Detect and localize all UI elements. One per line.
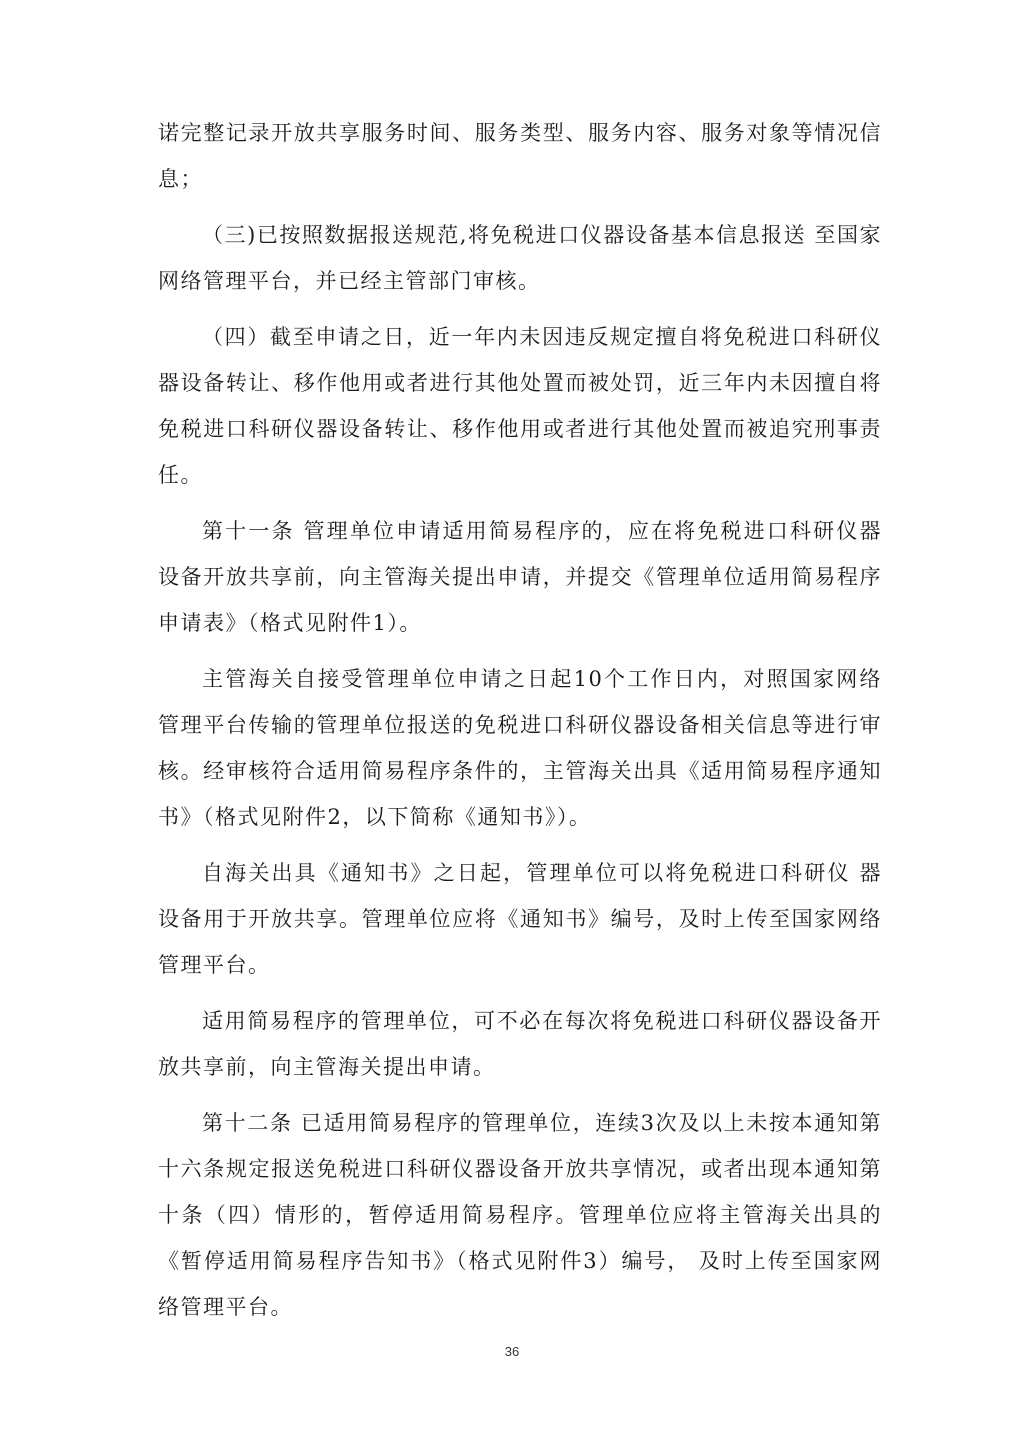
paragraph-1: 诺完整记录开放共享服务时间、服务类型、服务内容、服务对象等情况信息； xyxy=(158,121,882,191)
paragraph-6: 自海关出具《通知书》之日起，管理单位可以将免税进口科研仪 器设备用于开放共享。管理单位应将《通知书》编号，及时上传至国家网络管理平台。 xyxy=(158,861,882,977)
paragraph-2: （三)已按照数据报送规范,将免税进口仪器设备基本信息报送 至国家网络管理平台，并已经主管部门审核。 xyxy=(158,223,882,293)
paragraph-4: 第十一条 管理单位申请适用简易程序的，应在将免税进口科研仪器设备开放共享前，向主管海关提出申请，并提交《管理单位适用简易程序申请表》（格式见附件1）。 xyxy=(158,519,882,635)
document-body xyxy=(158,110,882,1340)
paragraph-7: 适用简易程序的管理单位，可不必在每次将免税进口科研仪器设备开放共享前，向主管海关提出申请。 xyxy=(158,1009,882,1079)
paragraph-5: 主管海关自接受管理单位申请之日起10个工作日内，对照国家网络管理平台传输的管理单位报送的免税进口科研仪器设备相关信息等进行审核。经审核符合适用简易程序条件的，主管海关出具《适用简易程序通知书》（格式见附件2，以下简称《通知书》）。 xyxy=(158,667,882,829)
paragraph-8: 第十二条 已适用简易程序的管理单位，连续3次及以上未按本通知第十六条规定报送免税进口科研仪器设备开放共享情况，或者出现本通知第十条（四）情形的，暂停适用简易程序。管理单位应将主管海关出具的《暂停适用简易程序告知书》（格式见附件3）编号， 及时上传至国家网络管理平台。 xyxy=(158,1111,882,1319)
page-number: 36 xyxy=(504,1344,520,1359)
paragraph-3: （四）截至申请之日，近一年内未因违反规定擅自将免税进口科研仪器设备转让、移作他用或者进行其他处置而被处罚，近三年内未因擅自将免税进口科研仪器设备转让、移作他用或者进行其他处置而被追究刑事责任。 xyxy=(158,325,882,487)
